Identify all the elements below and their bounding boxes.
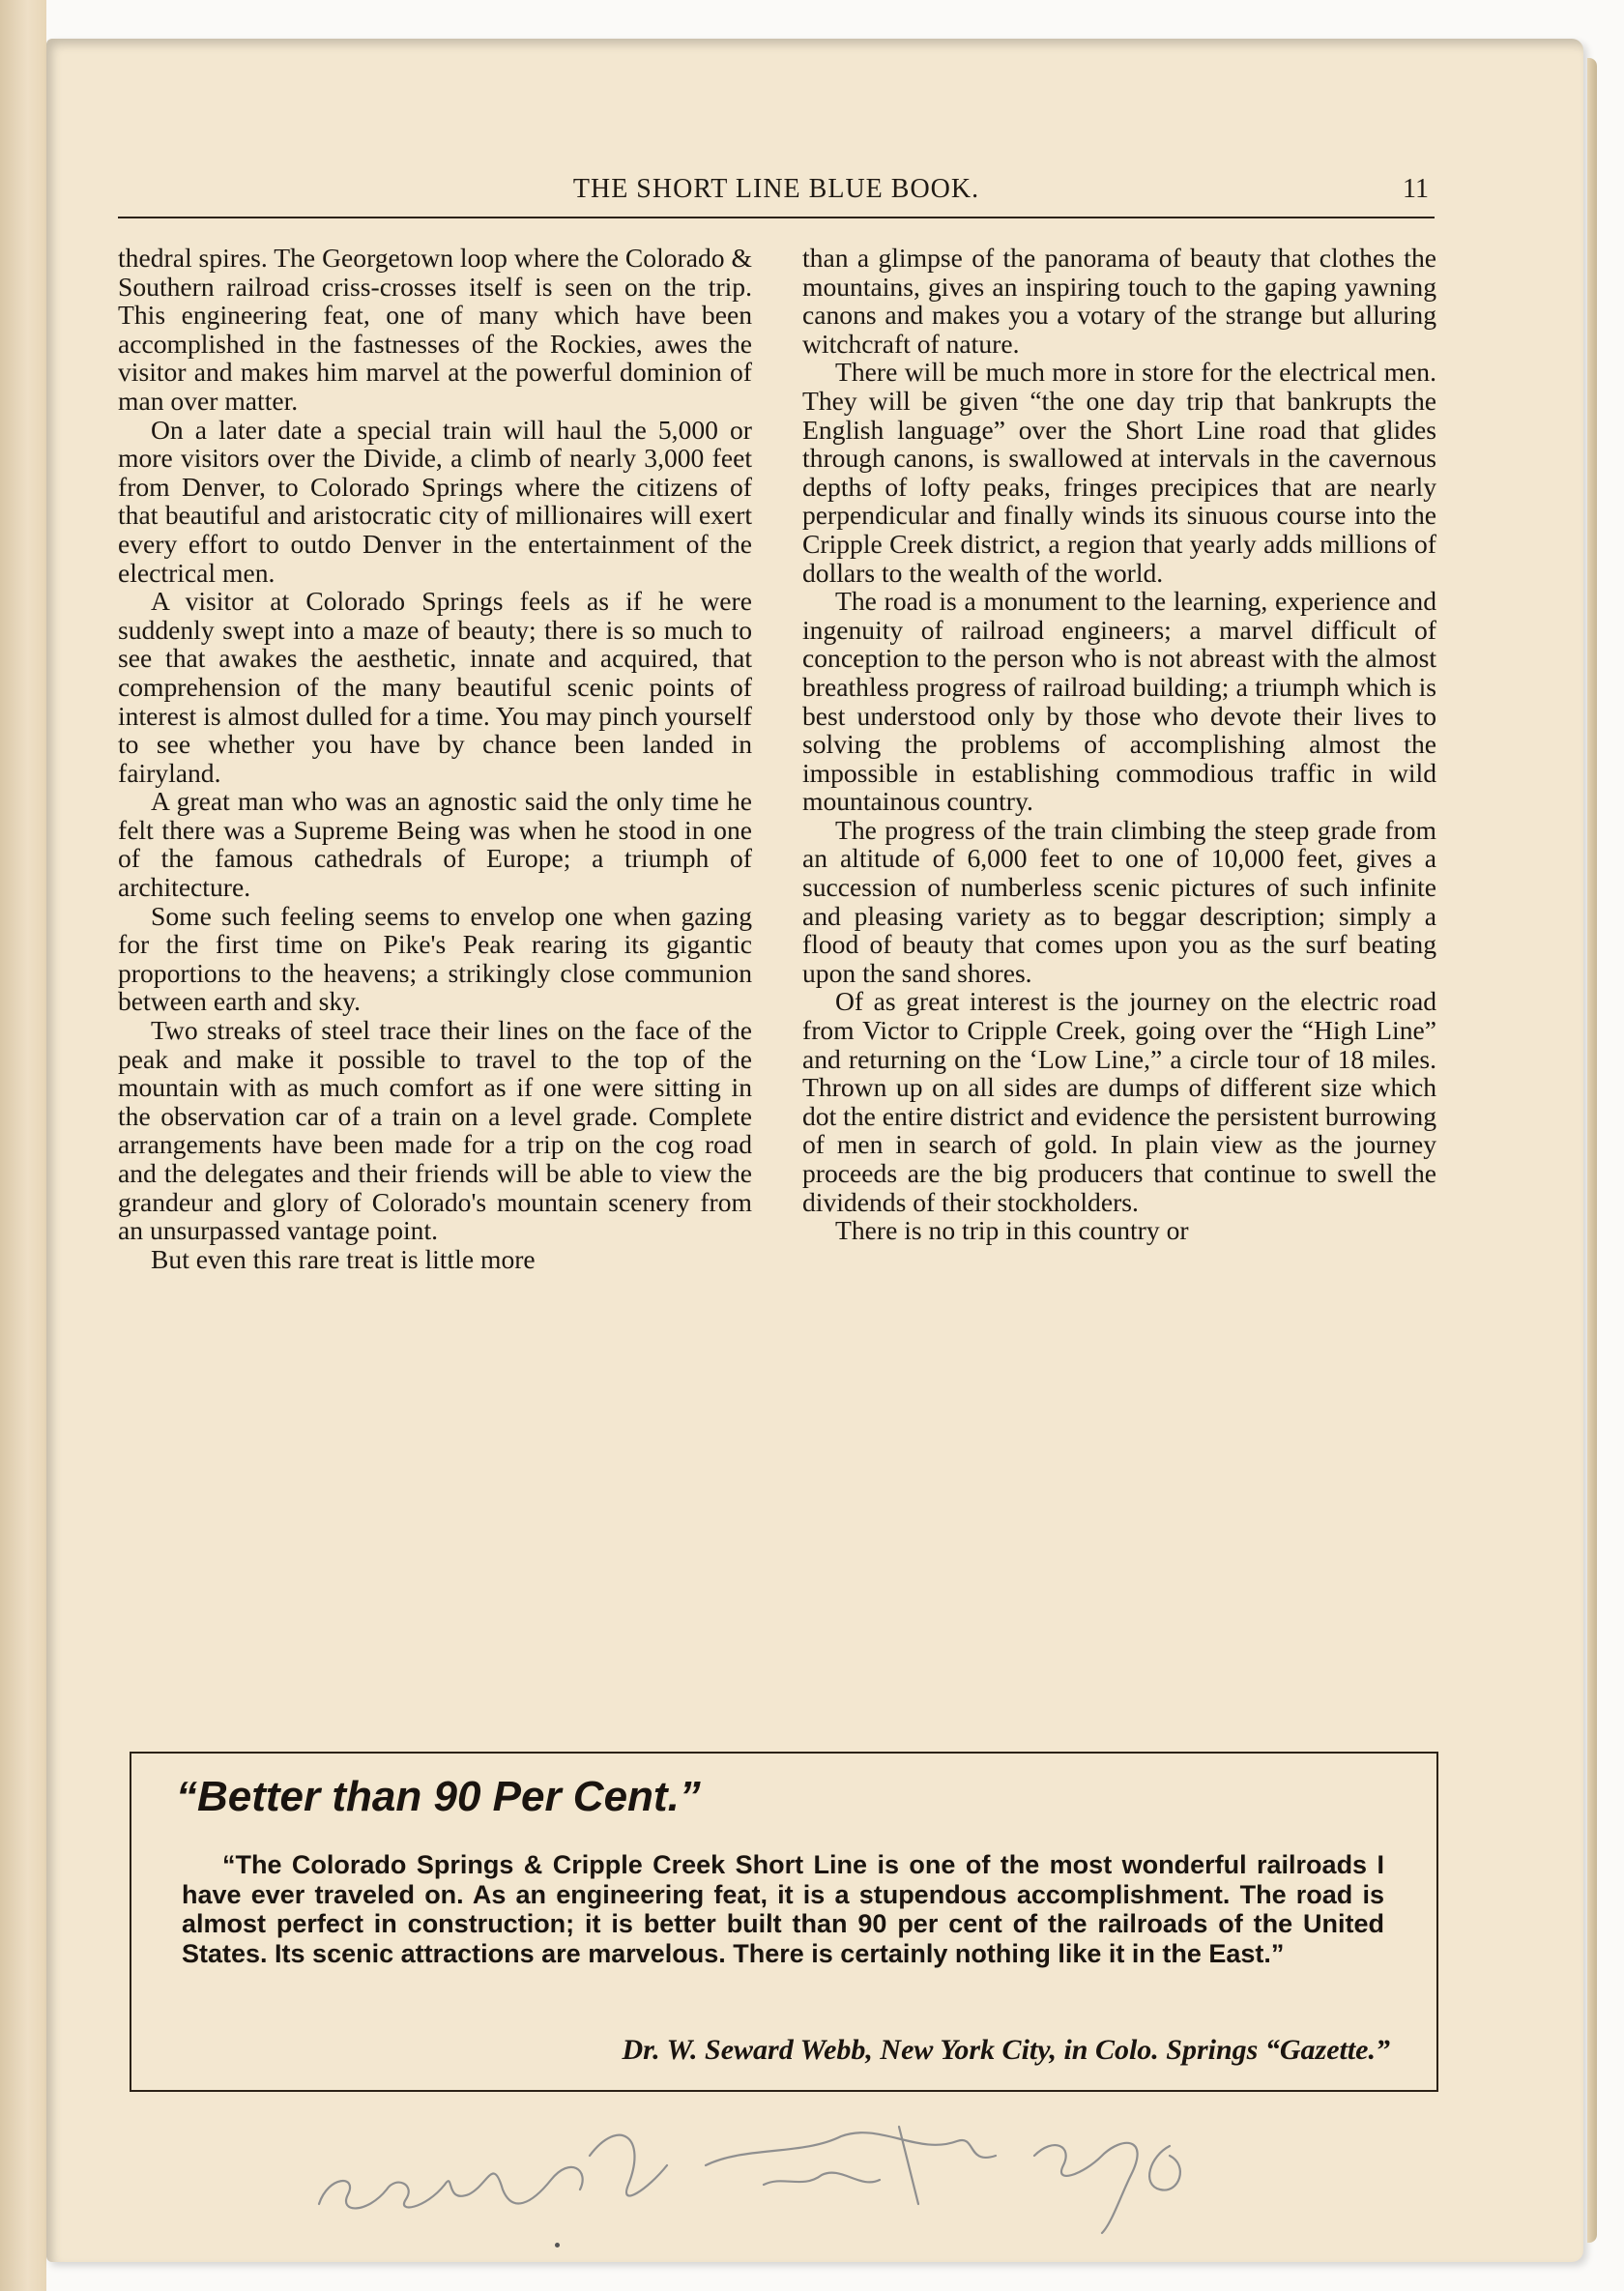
page-edge xyxy=(1587,58,1597,2243)
paragraph: On a later date a special train will haul the 5,000 or more visitors over the Divide, a climb of nearly 3,000 feet from Denver, to Colorado Springs where the citizens of that beautiful and aristocratic city of millionaires will exert every effort to outdo Denver in the entertainment of the electrical men. xyxy=(118,414,752,588)
paragraph: than a glimpse of the panorama of beauty that clothes the mountains, gives an inspiring touch to the gaping yawning canons and makes you a votary of the strange but alluring witchcraft of nature. xyxy=(802,243,1436,359)
paragraph: There will be much more in store for the electrical men. They will be given “the one day trip that bankrupts the English language” over the Short Line road that glides through canons, is swallowed at intervals in the cavernous depths of lofty peaks, fringes precipices that are nearly perpendicular and finally winds its sinuous course into the Cripple Creek district, a region that yearly adds millions of dollars to the wealth of the world. xyxy=(802,357,1436,588)
paragraph: Some such feeling seems to envelop one when gazing for the first time on Pike's Peak rearing its gigantic proportions to the heavens; a strikingly close communion between earth and sky. xyxy=(118,900,752,1017)
testimonial-box xyxy=(130,1752,1438,2092)
scribble-stroke xyxy=(706,2132,996,2165)
paragraph: Two streaks of steel trace their lines on the face of the peak and make it possible to travel to the top of the mountain with as much comfort as if one were sitting in the observation car of a train on a level grade. Complete arrangements have been made for a trip on the cog road and the delegates and their friends will be able to view the grandeur and glory of Colorado's mountain scenery from an unsurpassed vantage point. xyxy=(118,1015,752,1246)
pencil-scribble xyxy=(300,2098,1363,2243)
paper-speck xyxy=(555,2243,560,2248)
scribble-stroke xyxy=(319,2167,583,2209)
scribble-stroke xyxy=(1149,2146,1180,2190)
running-title: THE SHORT LINE BLUE BOOK. xyxy=(572,174,980,204)
scribble-stroke xyxy=(1034,2143,1138,2233)
testimonial-attribution: Dr. W. Seward Webb, New York City, in Colo. Springs “Gazette.” xyxy=(622,2034,1390,2066)
paragraph: There is no trip in this country or xyxy=(835,1215,1189,1246)
testimonial-quote: “The Colorado Springs & Cripple Creek Short Line is one of the most wonderful railroads I have ever traveled on. As an engineering feat, it is a stupendous accomplishment. The road is almost perfect in construction; it is better built than 90 per cent of the railroads of the United States. Its scenic attractions are marvelous. There is certainly nothing like it in the East.” xyxy=(182,1850,1384,1968)
book-spine xyxy=(0,0,46,2291)
page-number: 11 xyxy=(1403,174,1429,204)
scribble-stroke xyxy=(764,2173,880,2185)
scribble-stroke xyxy=(590,2135,667,2196)
paragraph: But even this rare treat is little more xyxy=(151,1243,536,1274)
running-header xyxy=(118,174,1435,218)
paragraph: A great man who was an agnostic said the only time he felt there was a Supreme Being was when he stood in one of the famous cathedrals of Europe; a triumph of architecture. xyxy=(118,786,752,903)
left-column xyxy=(118,244,752,1273)
testimonial-title: “Better than 90 Per Cent.” xyxy=(176,1773,701,1820)
paragraph: Of as great interest is the journey on the electric road from Victor to Cripple Creek, going over the “High Line” and returning on the ‘Low Line,” a circle tour of 18 miles. Thrown up on all sides are dumps of different size which dot the entire district and evidence the persistent burrowing of men in search of gold. In plain view as the journey proceeds are the big producers that continue to swell the dividends of their stockholders. xyxy=(802,986,1436,1217)
paragraph: thedral spires. The Georgetown loop where the Colorado & Southern railroad criss-crosses itself is seen on the trip. This engineering feat, one of many which have been accomplished in the fastnesses of the Rockies, awes the visitor and makes him marvel at the powerful dominion of man over matter. xyxy=(118,243,752,416)
scribble-stroke xyxy=(899,2127,918,2204)
paragraph: The progress of the train climbing the steep grade from an altitude of 6,000 feet to one of 10,000 feet, gives a succession of numberless scenic pictures of such infinite and pleasing variety as to beggar description; simply a flood of beauty that comes upon you as the surf beating upon the sand shores. xyxy=(802,814,1436,988)
paragraph: The road is a monument to the learning, experience and ingenuity of railroad engineers; a marvel difficult of conception to the person who is not abreast with the almost breathless progress of railroad building; a triumph which is best understood only by those who devote their lives to solving the problems of accomplishing almost the impossible in establishing commodious traffic in wild mountainous country. xyxy=(802,586,1436,817)
right-column xyxy=(802,244,1436,1245)
paragraph: A visitor at Colorado Springs feels as if he were suddenly swept into a maze of beauty; there is so much to see that awakes the aesthetic, innate and acquired, that comprehension of the many beautiful scenic points of interest is almost dulled for a time. You may pinch yourself to see whether you have by chance been landed in fairyland. xyxy=(118,586,752,788)
